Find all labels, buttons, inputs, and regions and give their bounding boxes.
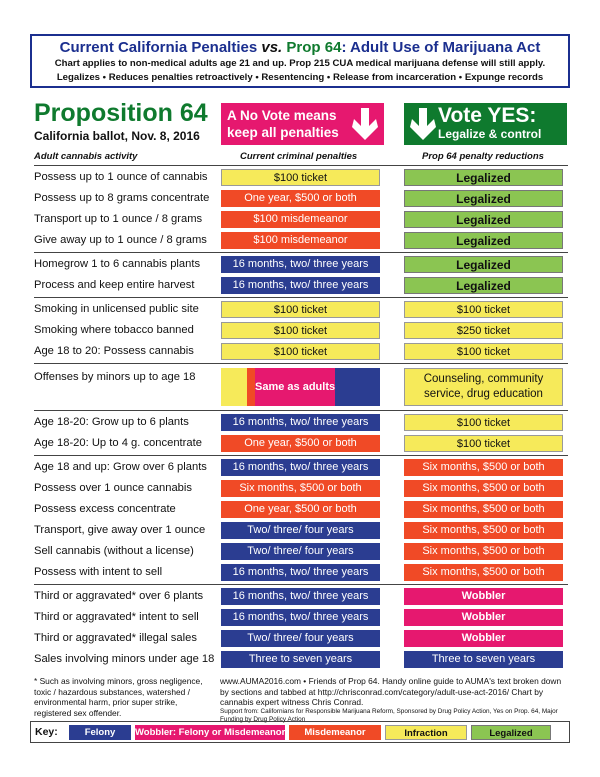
current-penalty: $100 ticket xyxy=(221,343,380,360)
prop64-penalty: Legalized xyxy=(404,169,563,186)
prop64-penalty: Wobbler xyxy=(404,630,563,647)
activity-label: Smoking where tobacco banned xyxy=(34,324,194,336)
current-penalty: $100 ticket xyxy=(221,169,380,186)
table-row xyxy=(34,254,568,275)
column-prop64: Prop 64 penalty reductions xyxy=(422,151,544,162)
footer-info xyxy=(220,676,570,724)
prop64-penalty: Six months, $500 or both xyxy=(404,501,563,518)
activity-label: Possess over 1 ounce cannabis xyxy=(34,482,192,494)
key-wobbler: Wobbler: Felony or Misdemeanor xyxy=(135,726,286,738)
activity-label: Possess up to 8 grams concentrate xyxy=(34,192,210,204)
header-box xyxy=(30,34,570,88)
yes-vote-line2: Legalize & control xyxy=(438,127,542,141)
table-row xyxy=(34,188,568,209)
activity-label: Transport up to 1 ounce / 8 grams xyxy=(34,213,203,225)
row-group xyxy=(34,297,568,363)
title-vs: vs. xyxy=(261,39,283,56)
row-group xyxy=(34,252,568,297)
activity-label: Age 18-20: Grow up to 6 plants xyxy=(34,416,189,428)
activity-label: Possess with intent to sell xyxy=(34,566,163,578)
table-row xyxy=(34,320,568,341)
table-row xyxy=(34,586,568,607)
current-penalty: 16 months, two/ three years xyxy=(221,564,380,581)
table-row xyxy=(34,649,568,670)
table-row xyxy=(34,299,568,320)
current-penalty: 16 months, two/ three years xyxy=(221,414,380,431)
activity-label: Third or aggravated* illegal sales xyxy=(34,632,197,644)
prop64-penalty: Six months, $500 or both xyxy=(404,543,563,560)
column-activity: Adult cannabis activity xyxy=(34,151,138,162)
activity-label: Third or aggravated* intent to sell xyxy=(34,611,199,623)
down-arrow-icon xyxy=(352,108,378,140)
activity-label: Possess excess concentrate xyxy=(34,503,176,515)
table-row xyxy=(34,341,568,362)
proposition-title: Proposition 64 xyxy=(34,99,208,127)
prop64-penalty: Wobbler xyxy=(404,609,563,626)
current-penalty: One year, $500 or both xyxy=(221,190,380,207)
row-group xyxy=(34,165,568,252)
prop64-penalty: $100 ticket xyxy=(404,301,563,318)
key-misdemeanor: Misdemeanor xyxy=(289,725,381,740)
activity-label: Third or aggravated* over 6 plants xyxy=(34,590,204,602)
legend-key xyxy=(30,721,570,743)
current-penalty: One year, $500 or both xyxy=(221,501,380,518)
yes-vote-line1: Vote YES: xyxy=(438,104,537,127)
current-penalty: One year, $500 or both xyxy=(221,435,380,452)
prop64-penalty: Six months, $500 or both xyxy=(404,459,563,476)
footnote: * Such as involving minors, gross negligence, toxic / hazardous substances, watershed / environmental harm, prior super strike, registered sex offender. xyxy=(34,676,203,718)
activity-label: Age 18 and up: Grow over 6 plants xyxy=(34,461,207,473)
footer-support: Support from: Californians for Responsible Marijuana Reform, Sponsored by Drug Policy Action, Yes on Prop. 64, Major Funding by Drug Policy Action xyxy=(220,707,558,723)
table-row xyxy=(34,541,568,562)
activity-label: Homegrow 1 to 6 cannabis plants xyxy=(34,258,201,270)
title-rest: : Adult Use of Marijuana Act xyxy=(341,39,541,56)
prop64-penalty: Six months, $500 or both xyxy=(404,522,563,539)
key-label: Key: xyxy=(35,726,58,738)
current-penalty: $100 misdemeanor xyxy=(221,211,380,228)
prop64-penalty: Legalized xyxy=(404,190,563,207)
current-penalty: $100 misdemeanor xyxy=(221,232,380,249)
activity-label: Sales involving minors under age 18 xyxy=(34,653,215,665)
table-row xyxy=(34,607,568,628)
activity-label: Transport, give away over 1 ounce xyxy=(34,524,206,536)
activity-label: Give away up to 1 ounce / 8 grams xyxy=(34,234,207,246)
row-group xyxy=(34,363,568,410)
page-title xyxy=(38,39,562,57)
activity-label: Smoking in unlicensed public site xyxy=(34,303,199,315)
activity-label: Age 18-20: Up to 4 g. concentrate xyxy=(34,437,202,449)
prop64-penalty: Counseling, community service, drug education xyxy=(404,368,563,406)
prop64-penalty: $250 ticket xyxy=(404,322,563,339)
prop64-penalty: Six months, $500 or both xyxy=(404,564,563,581)
activity-label: Offenses by minors up to age 18 xyxy=(34,371,196,383)
current-penalty: Six months, $500 or both xyxy=(221,480,380,497)
current-penalty: Two/ three/ four years xyxy=(221,630,380,647)
prop64-penalty: Legalized xyxy=(404,256,563,273)
table-row xyxy=(34,457,568,478)
prop64-penalty: Legalized xyxy=(404,211,563,228)
title-part1: Current California Penalties xyxy=(59,39,258,56)
key-infraction: Infraction xyxy=(385,725,467,740)
column-current: Current criminal penalties xyxy=(240,151,358,162)
down-arrow-icon xyxy=(410,108,436,140)
current-penalty xyxy=(221,368,380,406)
table-row xyxy=(34,478,568,499)
row-group xyxy=(34,455,568,584)
activity-label: Age 18 to 20: Possess cannabis xyxy=(34,345,194,357)
prop64-penalty: Legalized xyxy=(404,277,563,294)
no-vote-banner xyxy=(221,103,384,145)
activity-label: Process and keep entire harvest xyxy=(34,279,195,291)
prop64-penalty: $100 ticket xyxy=(404,343,563,360)
title-prop: Prop 64 xyxy=(286,39,342,56)
table-row xyxy=(34,499,568,520)
no-vote-line1: A No Vote means xyxy=(227,108,337,123)
table-row xyxy=(34,275,568,296)
table-row xyxy=(34,365,568,409)
no-vote-line2: keep all penalties xyxy=(227,125,339,140)
table-row xyxy=(34,209,568,230)
ballot-date: California ballot, Nov. 8, 2016 xyxy=(34,129,200,143)
prop64-penalty: Legalized xyxy=(404,232,563,249)
table-row xyxy=(34,520,568,541)
prop64-penalty: $100 ticket xyxy=(404,414,563,431)
prop64-penalty: Three to seven years xyxy=(404,651,563,668)
current-penalty: 16 months, two/ three years xyxy=(221,256,380,273)
prop64-penalty: Wobbler xyxy=(404,588,563,605)
current-penalty-text: Same as adults xyxy=(255,368,335,406)
yes-vote-banner xyxy=(404,103,567,145)
table-row xyxy=(34,412,568,433)
current-penalty: Two/ three/ four years xyxy=(221,522,380,539)
current-penalty: 16 months, two/ three years xyxy=(221,459,380,476)
table-row xyxy=(34,628,568,649)
current-penalty: 16 months, two/ three years xyxy=(221,588,380,605)
current-penalty: 16 months, two/ three years xyxy=(221,277,380,294)
penalty-table xyxy=(34,165,568,671)
key-legalized: Legalized xyxy=(471,725,551,740)
header-line-2: Legalizes • Reduces penalties retroactively • Resentencing • Release from incarceration • Expunge records xyxy=(56,72,544,83)
header-line-1: Chart applies to non-medical adults age 21 and up. Prop 215 CUA medical marijuana defense will still apply. xyxy=(54,58,546,69)
column-headers xyxy=(34,151,568,165)
footer-info-text: www.AUMA2016.com • Friends of Prop 64. Handy online guide to AUMA's text broken down by sections and tabbed at http://chrisconrad.com/category/adult-use-act-2016/ Chart by cannabis expert witness Chris Conrad. xyxy=(220,676,562,707)
row-group xyxy=(34,410,568,455)
table-row xyxy=(34,562,568,583)
prop64-penalty: $100 ticket xyxy=(404,435,563,452)
table-row xyxy=(34,167,568,188)
activity-label: Possess up to 1 ounce of cannabis xyxy=(34,171,208,183)
activity-label: Sell cannabis (without a license) xyxy=(34,545,194,557)
current-penalty: $100 ticket xyxy=(221,322,380,339)
current-penalty: Three to seven years xyxy=(221,651,380,668)
current-penalty: $100 ticket xyxy=(221,301,380,318)
current-penalty: Two/ three/ four years xyxy=(221,543,380,560)
table-row xyxy=(34,230,568,251)
table-row xyxy=(34,433,568,454)
current-penalty: 16 months, two/ three years xyxy=(221,609,380,626)
prop64-penalty: Six months, $500 or both xyxy=(404,480,563,497)
key-felony: Felony xyxy=(69,725,131,740)
row-group xyxy=(34,584,568,671)
